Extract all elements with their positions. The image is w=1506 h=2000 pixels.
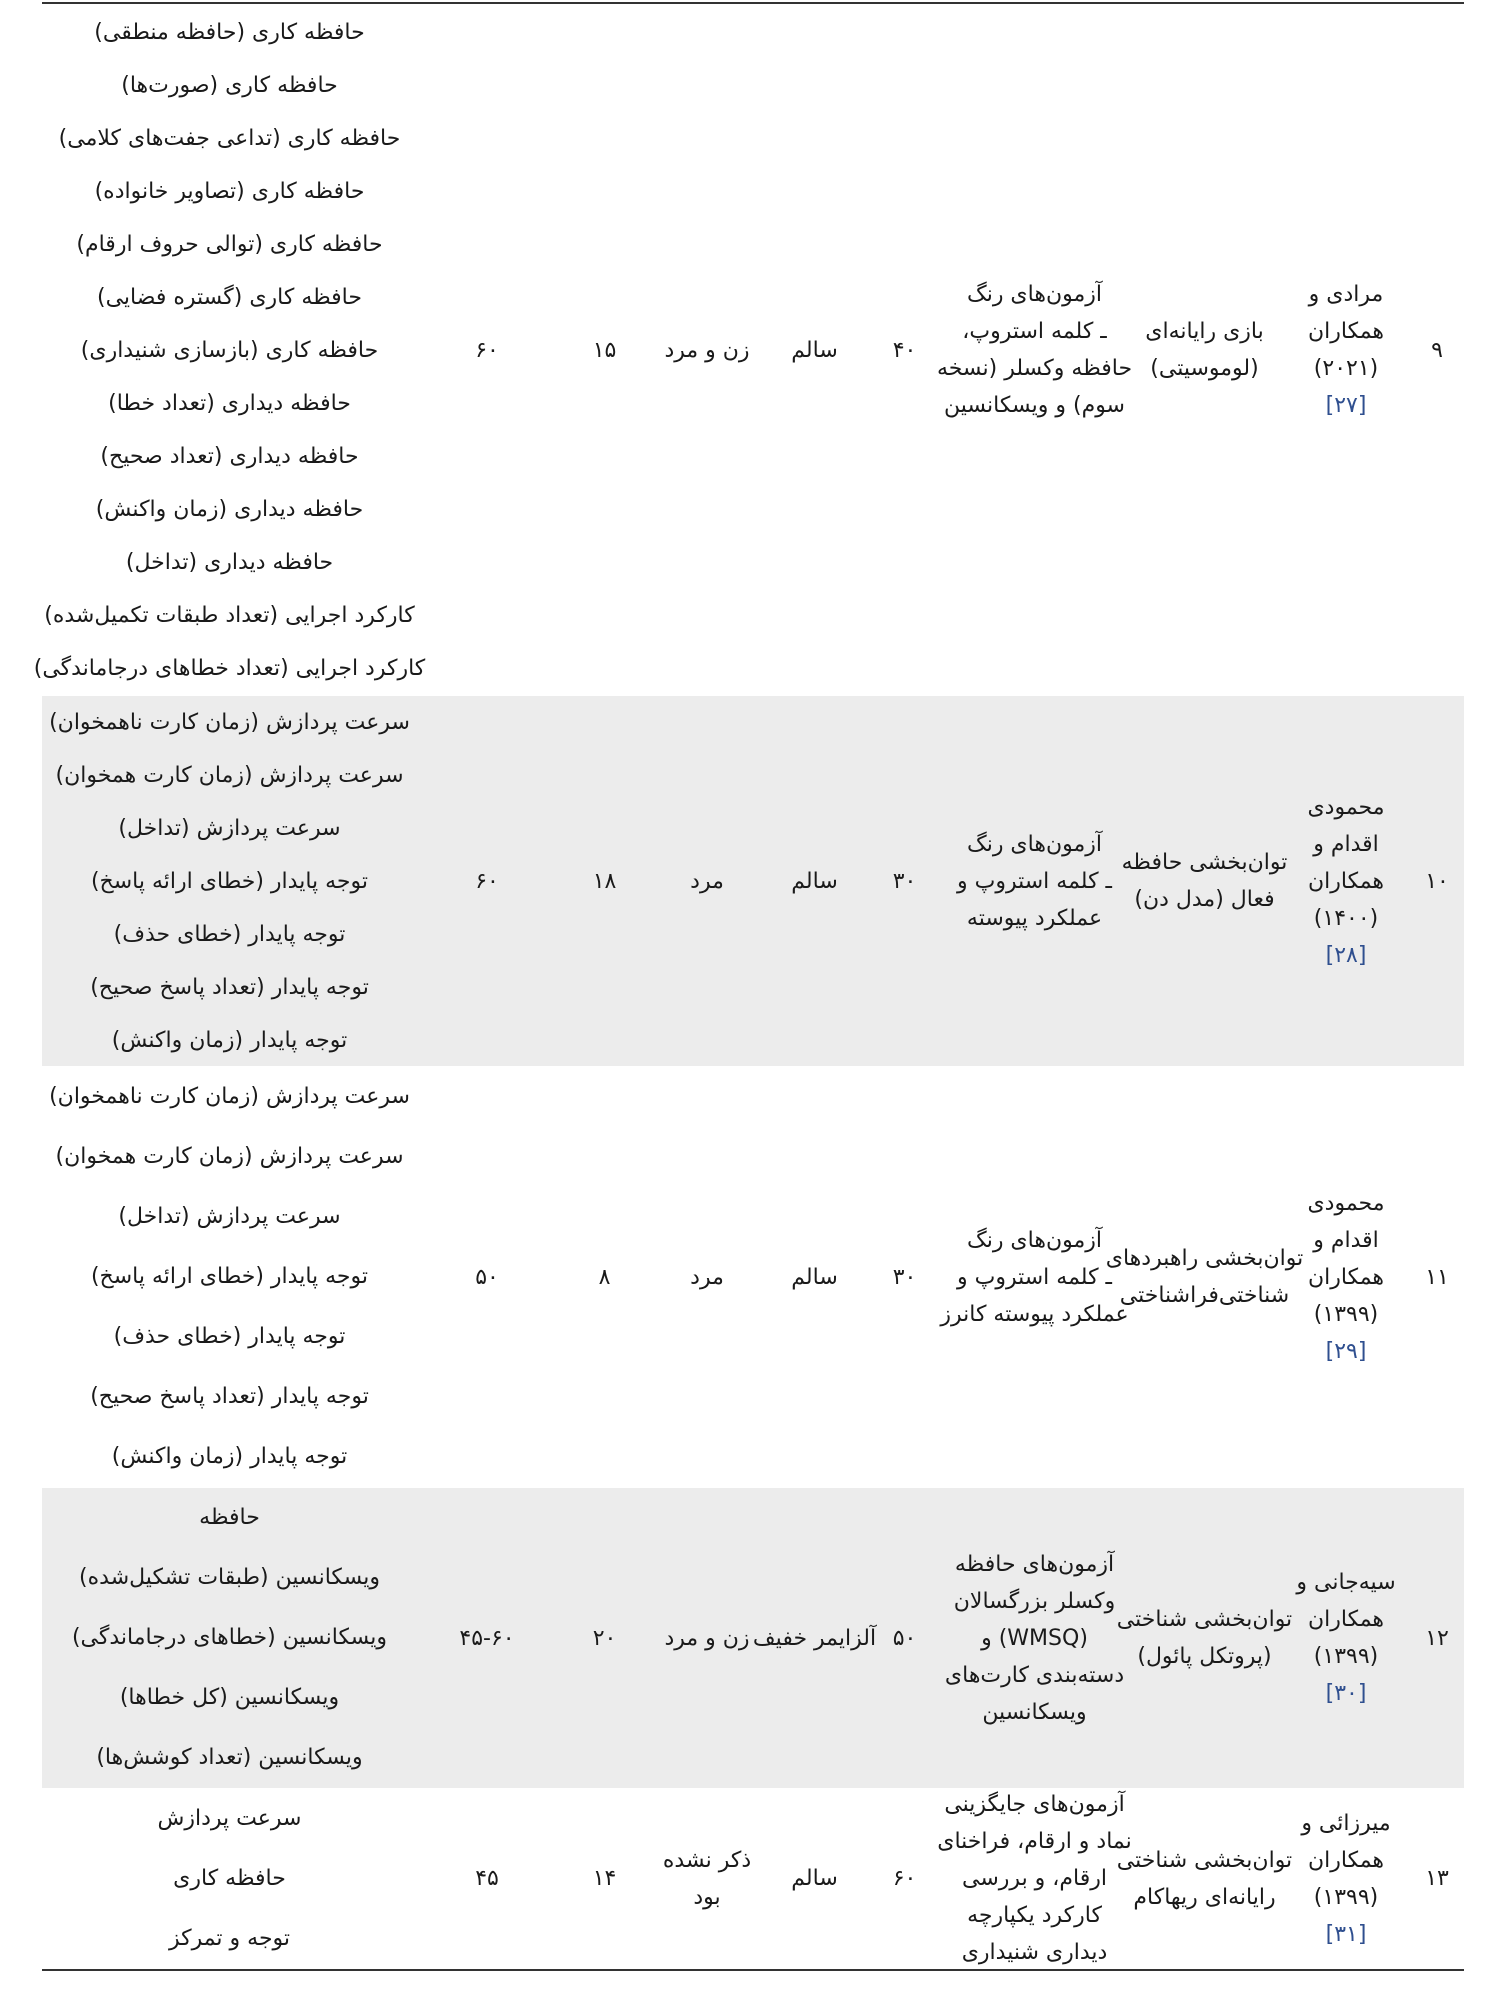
reference-link[interactable]: [۲۹] [1325, 1338, 1367, 1364]
tests-line: آزمون‌های حافظه [954, 1551, 1115, 1577]
row-number-cell [1410, 696, 1464, 1066]
outcomes-cell [42, 696, 417, 1066]
gender-cell [652, 696, 762, 1066]
outcome-line: حافظه کاری [173, 1865, 286, 1891]
study-line: (۱۳۹۹) [1313, 1301, 1379, 1327]
gender-value: مرد [690, 1264, 724, 1290]
tests-line: (WMSQ) و [981, 1625, 1088, 1651]
outcome-line: سرعت پردازش (تداخل) [118, 815, 341, 841]
tests-line: عملکرد پیوسته [966, 905, 1103, 931]
outcome-line: ویسکانسین (طبقات تشکیل‌شده) [79, 1565, 380, 1590]
outcome-line: توجه پایدار (خطای ارائه پاسخ) [90, 1264, 369, 1289]
intervention-cell [1116, 1488, 1293, 1788]
assessment-tests-cell [937, 1788, 1132, 1969]
outcomes-cell [33, 4, 426, 696]
intervention-line: شناختی‌فراشناختی [1119, 1283, 1290, 1308]
outcomes-cell [42, 1066, 417, 1488]
outcome-line: حافظه دیداری (تداخل) [125, 549, 334, 575]
duration-cell [417, 1788, 557, 1969]
tests-line: وکسلر بزرگسالان [953, 1588, 1116, 1614]
sessions-value: ۱۴ [592, 1866, 617, 1891]
table-row [42, 696, 1464, 1066]
outcome-line: توجه پایدار (زمان واکنش) [111, 1027, 348, 1053]
study-cell [1282, 1488, 1410, 1788]
study-line: اقدام و [1313, 831, 1379, 857]
reference-link[interactable]: [۳۱] [1325, 1921, 1367, 1947]
duration-cell [417, 1488, 557, 1788]
tests-line: عملکرد پیوسته کانرز [940, 1301, 1129, 1327]
row-number: ۱۲ [1425, 1625, 1449, 1651]
tests-line: آزمون‌های رنگ [967, 282, 1102, 307]
outcome-line: حافظه کاری (توالی حروف ارقام) [76, 231, 383, 257]
study-line: همکاران [1307, 319, 1385, 344]
study-line: میرزائی و [1301, 1810, 1391, 1836]
assessment-tests-cell [942, 1066, 1127, 1488]
group-cell [762, 1788, 867, 1969]
tests-line: سوم) و ویسکانسین [944, 393, 1125, 418]
age-value: ۳۰ [892, 868, 917, 894]
sessions-value: ۲۰ [592, 1625, 617, 1651]
row-number: ۱۱ [1425, 1264, 1449, 1290]
group-value: آلزایمر خفیف [752, 1625, 877, 1651]
age-value: ۴۰ [892, 337, 917, 363]
outcome-line: توجه و تمرکز [168, 1925, 291, 1951]
age-cell [867, 696, 942, 1066]
group-value: سالم [791, 1264, 838, 1290]
duration-cell [417, 1066, 557, 1488]
tests-line: حافظه وکسلر (نسخه [936, 356, 1133, 381]
study-line: همکاران [1307, 1847, 1385, 1873]
gender-value: زن و مرد [664, 1625, 750, 1651]
gender-cell [652, 1066, 762, 1488]
outcome-line: حافظه کاری (گستره فضایی) [97, 284, 362, 310]
gender-line: بود [693, 1884, 721, 1910]
outcome-line: توجه پایدار (خطای حذف) [113, 921, 346, 947]
row-number-cell [1410, 1488, 1464, 1788]
tests-line: نماد و ارقام، فراخنای [937, 1829, 1132, 1854]
sessions-value: ۱۸ [592, 868, 617, 894]
tests-line: ـ کلمه استروپ و [957, 1264, 1112, 1290]
intervention-cell [1121, 696, 1288, 1066]
tests-line: دیداری شنیداری [961, 1940, 1108, 1965]
study-line: (۱۳۹۹) [1313, 1644, 1379, 1669]
study-line: همکاران [1307, 1264, 1385, 1290]
outcome-line: کارکرد اجرایی (تعداد خطاهای درجاماندگی) [33, 655, 426, 681]
group-cell [762, 1066, 867, 1488]
group-value: سالم [791, 868, 838, 894]
tests-line: کارکرد یکپارچه [967, 1903, 1102, 1928]
outcome-line: ویسکانسین (خطاهای درجاماندگی) [71, 1625, 388, 1650]
outcome-line: حافظه دیداری (تعداد خطا) [108, 390, 351, 416]
outcome-line: توجه پایدار (خطای حذف) [113, 1324, 346, 1349]
tests-line: آزمون‌های رنگ [967, 1227, 1102, 1253]
tests-line: آزمون‌های رنگ [967, 831, 1102, 857]
group-cell [762, 4, 867, 696]
outcome-line: سرعت پردازش (تداخل) [118, 1204, 341, 1229]
tests-line: دسته‌بندی کارت‌های [944, 1662, 1125, 1688]
study-line: (۲۰۲۱) [1313, 356, 1379, 381]
outcome-line: حافظه کاری (بازسازی شنیداری) [80, 337, 379, 363]
outcome-line: سرعت پردازش (زمان کارت ناهمخوان) [49, 709, 410, 735]
row-number-cell [1410, 1788, 1464, 1969]
intervention-line: (لوموسیتی) [1150, 356, 1259, 381]
outcome-line: حافظه کاری (صورت‌ها) [121, 72, 338, 98]
outcome-line: توجه پایدار (تعداد پاسخ صحیح) [90, 974, 369, 1000]
outcome-line: توجه پایدار (تعداد پاسخ صحیح) [90, 1384, 369, 1409]
group-cell [762, 696, 867, 1066]
study-line: محمودی [1307, 794, 1385, 820]
reference-link[interactable]: [۲۸] [1325, 942, 1367, 968]
outcome-line: سرعت پردازش (زمان کارت ناهمخوان) [49, 1084, 410, 1109]
outcome-line: ویسکانسین (کل خطاها) [119, 1685, 340, 1710]
intervention-line: توان‌بخشی راهبردهای [1105, 1246, 1304, 1271]
row-number-cell [1410, 1066, 1464, 1488]
age-cell [867, 4, 942, 696]
outcome-line: حافظه دیداری (زمان واکنش) [95, 496, 364, 522]
outcome-line: کارکرد اجرایی (تعداد طبقات تکمیل‌شده) [44, 602, 415, 628]
study-line: (۱۴۰۰) [1313, 905, 1379, 931]
sessions-cell [557, 1066, 652, 1488]
intervention-line: (پروتکل پائول) [1137, 1644, 1272, 1669]
gender-cell [652, 4, 762, 696]
tests-line: ویسکانسین [982, 1699, 1087, 1725]
sessions-cell [557, 1488, 652, 1788]
row-number: ۱۳ [1425, 1866, 1449, 1891]
outcome-line: ویسکانسین (تعداد کوشش‌ها) [96, 1745, 363, 1770]
group-value: سالم [791, 337, 838, 363]
table-row [42, 1066, 1464, 1488]
age-value: ۳۰ [892, 1264, 917, 1290]
study-line: محمودی [1307, 1190, 1385, 1216]
gender-cell [652, 1488, 762, 1788]
outcome-line: سرعت پردازش [157, 1805, 302, 1831]
outcomes-cell [42, 1788, 417, 1969]
study-line: مرادی و [1308, 282, 1384, 307]
tests-line: ـ کلمه استروپ، [962, 319, 1107, 344]
row-number: ۹ [1431, 337, 1443, 363]
assessment-tests-cell [942, 1488, 1127, 1788]
study-line: (۱۳۹۹) [1313, 1884, 1379, 1910]
group-cell [752, 1488, 877, 1788]
age-cell [867, 1788, 942, 1969]
intervention-line: توان‌بخشی حافظه [1121, 850, 1288, 875]
duration-cell [417, 4, 557, 696]
duration-value: ۵۰ [475, 1264, 499, 1290]
outcome-line: حافظه دیداری (تعداد صحیح) [100, 443, 359, 469]
reference-link[interactable]: [۲۷] [1325, 393, 1367, 418]
study-cell [1282, 4, 1410, 696]
study-cell [1282, 696, 1410, 1066]
outcome-line: توجه پایدار (زمان واکنش) [111, 1444, 348, 1469]
intervention-line: توان‌بخشی شناختی [1116, 1847, 1293, 1873]
intervention-line: توان‌بخشی شناختی [1116, 1607, 1293, 1632]
gender-value: مرد [690, 868, 724, 894]
age-cell [867, 1066, 942, 1488]
gender-line: ذکر نشده [662, 1847, 752, 1873]
outcome-line: حافظه کاری (تصاویر خانواده) [94, 178, 365, 204]
age-cell [867, 1488, 942, 1788]
study-cell [1282, 1066, 1410, 1488]
intervention-cell [1127, 4, 1282, 696]
outcomes-cell [42, 1488, 417, 1788]
table-row [42, 1488, 1464, 1788]
table-row [42, 1788, 1464, 1969]
gender-value: زن و مرد [664, 337, 750, 363]
intervention-line: رایانه‌ای ریهاکام [1133, 1884, 1276, 1910]
intervention-cell [1105, 1066, 1304, 1488]
tests-line: آزمون‌های جایگزینی [944, 1792, 1125, 1817]
study-line: اقدام و [1313, 1227, 1379, 1253]
age-value: ۵۰ [892, 1625, 917, 1651]
table-row [33, 4, 1464, 696]
intervention-cell [1116, 1788, 1293, 1969]
outcome-line: سرعت پردازش (زمان کارت همخوان) [55, 762, 404, 788]
study-line: سیه‌جانی و [1296, 1570, 1396, 1595]
outcome-line: حافظه کاری (تداعی جفت‌های کلامی) [58, 125, 401, 151]
outcome-line: حافظه کاری (حافظه منطقی) [94, 19, 365, 45]
reference-link[interactable]: [۳۰] [1325, 1681, 1367, 1706]
duration-value: ۶۰ [475, 337, 499, 363]
sessions-value: ۸ [598, 1264, 611, 1290]
study-cell [1282, 1788, 1410, 1969]
study-line: همکاران [1307, 868, 1385, 894]
tests-line: ـ کلمه استروپ و [957, 868, 1112, 894]
row-number: ۱۰ [1425, 868, 1449, 894]
sessions-value: ۱۵ [592, 337, 617, 363]
intervention-line: بازی رایانه‌ای [1145, 319, 1264, 344]
table-bottom-rule [42, 1969, 1464, 1971]
assessment-tests-cell [942, 696, 1127, 1066]
duration-value: ۴۵-۶۰ [459, 1625, 515, 1651]
outcome-line: توجه پایدار (خطای ارائه پاسخ) [90, 868, 369, 894]
assessment-tests-cell [936, 4, 1133, 696]
outcome-line: حافظه [199, 1505, 260, 1530]
tests-line: ارقام، و بررسی [962, 1866, 1107, 1891]
sessions-cell [557, 4, 652, 696]
age-value: ۶۰ [892, 1866, 917, 1891]
study-line: همکاران [1307, 1607, 1385, 1632]
row-number-cell [1410, 4, 1464, 696]
sessions-cell [557, 696, 652, 1066]
sessions-cell [557, 1788, 652, 1969]
outcome-line: سرعت پردازش (زمان کارت همخوان) [55, 1144, 404, 1169]
duration-cell [417, 696, 557, 1066]
group-value: سالم [791, 1866, 838, 1891]
gender-cell [652, 1788, 762, 1969]
intervention-line: فعال (مدل دن) [1134, 887, 1275, 912]
duration-value: ۶۰ [475, 868, 499, 894]
duration-value: ۴۵ [475, 1866, 499, 1891]
